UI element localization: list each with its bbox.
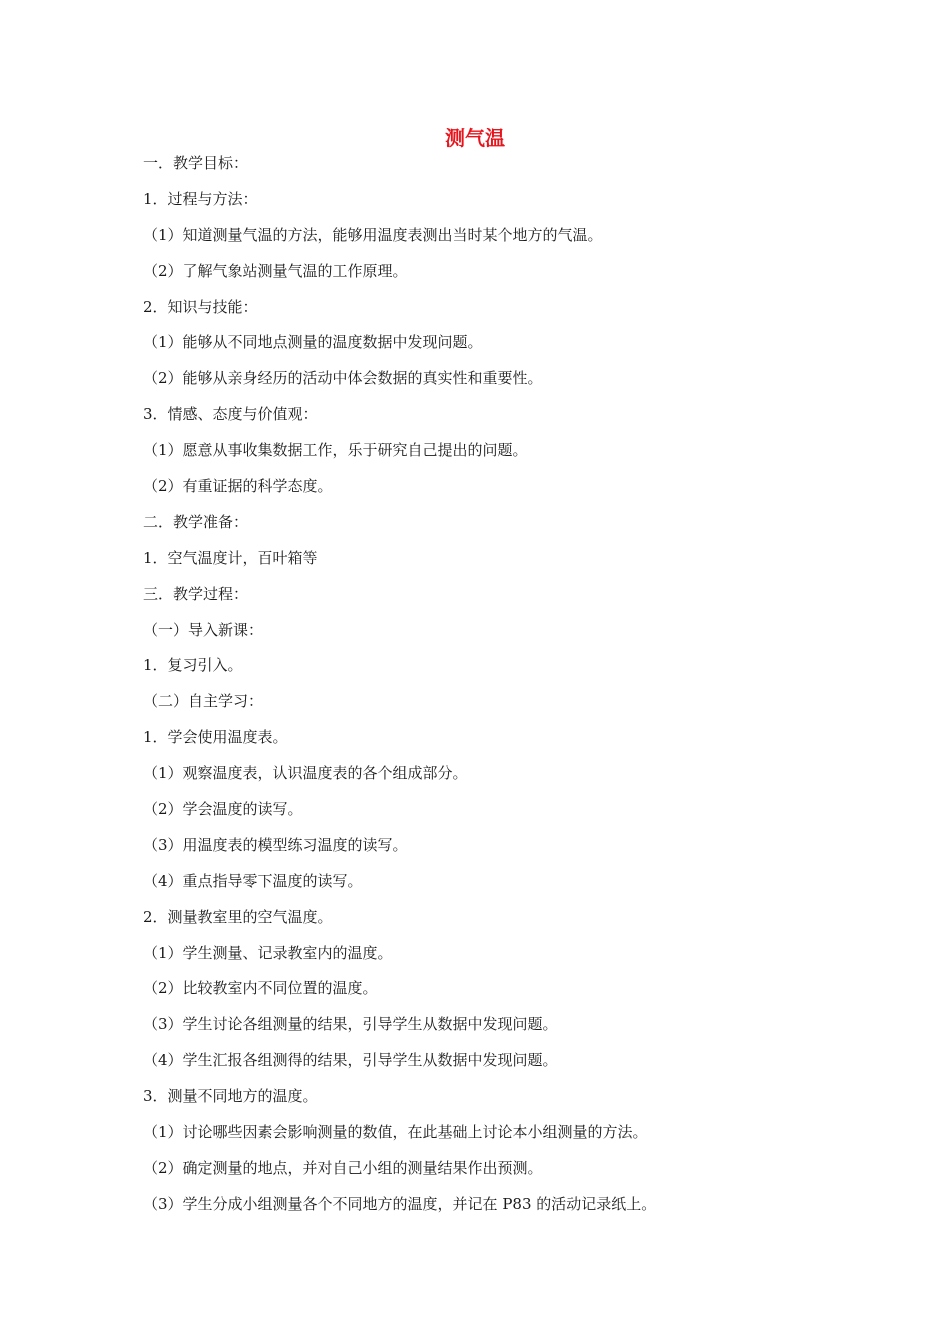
list-item: 1．学会使用温度表。 [143, 728, 288, 747]
list-item: （2）了解气象站测量气温的工作原理。 [143, 261, 408, 280]
list-item: （1）学生测量、记录教室内的温度。 [143, 943, 393, 962]
list-item: （1）观察温度表，认识温度表的各个组成部分。 [143, 764, 468, 783]
list-item: （1）愿意从事收集数据工作，乐于研究自己提出的问题。 [143, 441, 528, 460]
section-heading-objectives: 一．教学目标： [143, 154, 249, 172]
list-item: （2）确定测量的地点，并对自己小组的测量结果作出预测。 [143, 1158, 543, 1177]
list-item: （4）学生汇报各组测得的结果，引导学生从数据中发现问题。 [143, 1051, 558, 1070]
document-body [143, 152, 823, 1229]
subheading-knowledge-skill: 2．知识与技能： [143, 297, 258, 316]
list-item: 2．测量教室里的空气温度。 [143, 907, 333, 926]
list-item: （2）学会温度的读写。 [143, 800, 303, 819]
list-item: （1）知道测量气温的方法，能够用温度表测出当时某个地方的气温。 [143, 225, 603, 244]
subheading-attitude-values: 3．情感、态度与价值观： [143, 405, 318, 424]
list-item: （3）学生分成小组测量各个不同地方的温度，并记在 P83 的活动记录纸上。 [143, 1194, 657, 1213]
subheading-self-study: （二）自主学习： [143, 692, 264, 711]
list-item: （1）讨论哪些因素会影响测量的数值，在此基础上讨论本小组测量的方法。 [143, 1123, 648, 1142]
list-item: （3）用温度表的模型练习温度的读写。 [143, 835, 408, 854]
list-item: （2）有重证据的科学态度。 [143, 477, 333, 496]
section-heading-preparation: 二．教学准备： [143, 512, 249, 531]
subheading-introduction: （一）导入新课： [143, 620, 264, 639]
list-item: 1．空气温度计，百叶箱等 [143, 548, 318, 567]
list-item: 1．复习引入。 [143, 656, 243, 675]
list-item: （3）学生讨论各组测量的结果，引导学生从数据中发现问题。 [143, 1015, 558, 1034]
list-item: （1）能够从不同地点测量的温度数据中发现问题。 [143, 333, 483, 352]
list-item: 3．测量不同地方的温度。 [143, 1087, 318, 1106]
list-item: （2）比较教室内不同位置的温度。 [143, 979, 378, 998]
list-item: （2）能够从亲身经历的活动中体会数据的真实性和重要性。 [143, 369, 543, 388]
subheading-process-method: 1．过程与方法： [143, 189, 258, 208]
list-item: （4）重点指导零下温度的读写。 [143, 871, 363, 890]
document-title: 测气温 [445, 126, 505, 150]
section-heading-process: 三．教学过程： [143, 584, 249, 603]
